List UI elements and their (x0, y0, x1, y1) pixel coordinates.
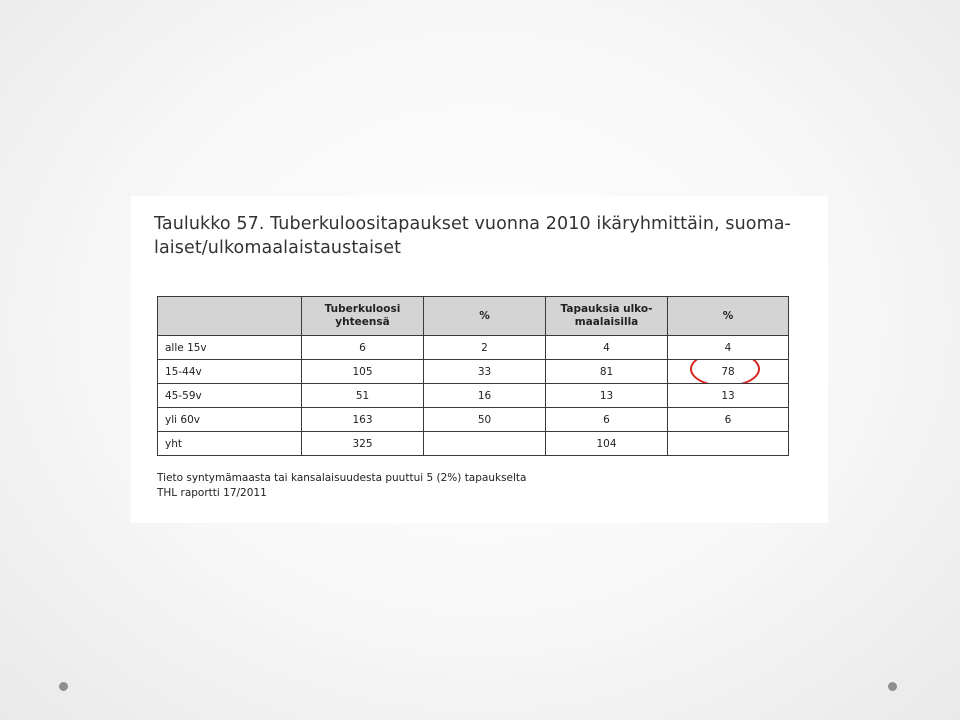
header-total-cases (302, 297, 424, 336)
cell-percent: 50 (424, 408, 546, 432)
table-caption (154, 212, 804, 260)
footnote-source: THL raportti 17/2011 (157, 487, 267, 499)
cell-total: 6 (302, 336, 424, 360)
cell-percent: 33 (424, 360, 546, 384)
cell-foreign-percent: 13 (668, 384, 789, 408)
table-row (158, 360, 789, 384)
header-age-group (158, 297, 302, 336)
footnote-missing-data: Tieto syntymämaasta tai kansalaisuudesta puuttui 5 (2%) tapaukselta (157, 472, 527, 484)
slide-decoration-dot-left (59, 682, 68, 691)
cell-percent: 16 (424, 384, 546, 408)
table-row (158, 384, 789, 408)
cell-foreign-percent (668, 432, 789, 456)
cell-percent: 2 (424, 336, 546, 360)
cell-total: 105 (302, 360, 424, 384)
tuberculosis-table (157, 296, 789, 456)
cell-foreign: 6 (546, 408, 668, 432)
cell-percent (424, 432, 546, 456)
table-header-row (158, 297, 789, 336)
slide-decoration-dot-right (888, 682, 897, 691)
table-caption-line-1: Taulukko 57. Tuberkuloositapaukset vuonna 2010 ikäryhmittäin, suoma- (154, 214, 791, 234)
cell-total: 163 (302, 408, 424, 432)
table-row-total (158, 432, 789, 456)
cell-foreign-percent: 4 (668, 336, 789, 360)
header-foreign-cases (546, 297, 668, 336)
cell-foreign: 4 (546, 336, 668, 360)
header-total-line-1: Tuberkuloosi (324, 303, 401, 315)
table-footnotes (157, 471, 526, 501)
header-percent-total: % (424, 297, 546, 336)
row-label: alle 15v (158, 336, 302, 360)
header-foreign-line-1: Tapauksia ulko- (560, 303, 653, 315)
cell-foreign-percent: 6 (668, 408, 789, 432)
table-row (158, 408, 789, 432)
table-row (158, 336, 789, 360)
cell-foreign: 13 (546, 384, 668, 408)
highlighted-value: 78 (721, 365, 735, 378)
row-label: 45-59v (158, 384, 302, 408)
cell-foreign-percent-highlighted (668, 360, 789, 384)
cell-total: 325 (302, 432, 424, 456)
row-label: yht (158, 432, 302, 456)
cell-foreign: 104 (546, 432, 668, 456)
row-label: 15-44v (158, 360, 302, 384)
header-total-line-2: yhteensä (335, 316, 390, 328)
scanned-table-image (131, 196, 828, 523)
header-percent-foreign: % (668, 297, 789, 336)
header-foreign-line-2: maalaisilla (574, 316, 639, 328)
cell-foreign: 81 (546, 360, 668, 384)
row-label: yli 60v (158, 408, 302, 432)
cell-total: 51 (302, 384, 424, 408)
table-caption-line-2: laiset/ulkomaalaistaustaiset (154, 238, 402, 258)
